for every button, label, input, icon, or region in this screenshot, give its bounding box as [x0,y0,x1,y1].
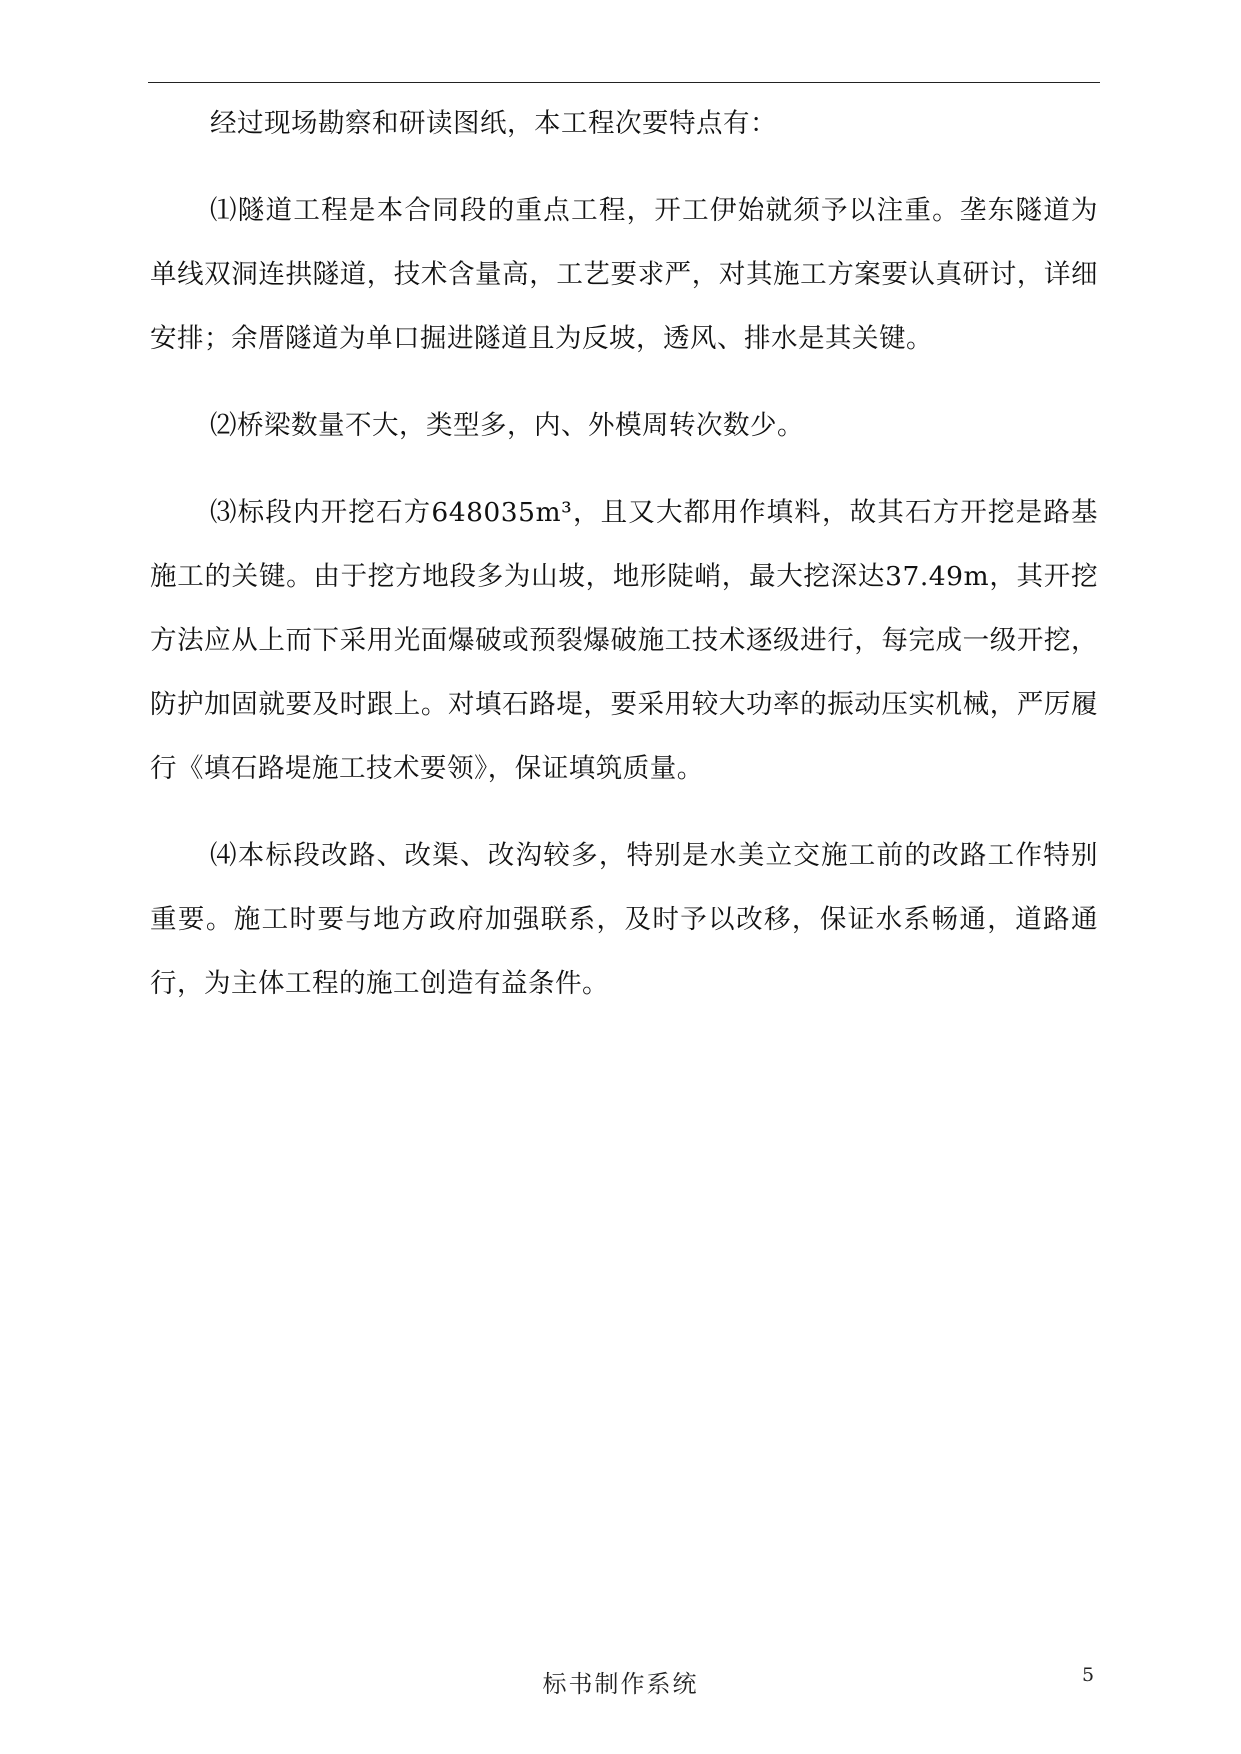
paragraph-item-4: ⑷本标段改路、改渠、改沟较多，特别是水美立交施工前的改路工作特别重要。施工时要与地方政府加强联系，及时予以改移，保证水系畅通，道路通行，为主体工程的施工创造有益条件。 [150,840,1098,999]
paragraph-item-1: ⑴隧道工程是本合同段的重点工程，开工伊始就须予以注重。垄东隧道为单线双洞连拱隧道，技术含量高，工艺要求严，对其施工方案要认真研讨，详细安排；余厝隧道为单口掘进隧道且为反坡，透风、排水是其关键。 [150,195,1098,354]
document-body [150,92,1098,1039]
header-rule [148,82,1100,83]
paragraph-item-3: ⑶标段内开挖石方648035m³，且又大都用作填料，故其石方开挖是路基施工的关键。由于挖方地段多为山坡，地形陡峭，最大挖深达37.49m，其开挖方法应从上而下采用光面爆破或预裂爆破施工技术逐级进行，每完成一级开挖，防护加固就要及时跟上。对填石路堤，要采用较大功率的振动压实机械，严厉履行《填石路堤施工技术要领》，保证填筑质量。 [150,497,1098,784]
paragraph-intro: 经过现场勘察和研读图纸，本工程次要特点有： [210,108,777,139]
page-number: 5 [1082,1664,1095,1686]
paragraph-item-2: ⑵桥梁数量不大，类型多，内、外模周转次数少。 [210,410,804,441]
footer-title: 标书制作系统 [542,1670,699,1698]
